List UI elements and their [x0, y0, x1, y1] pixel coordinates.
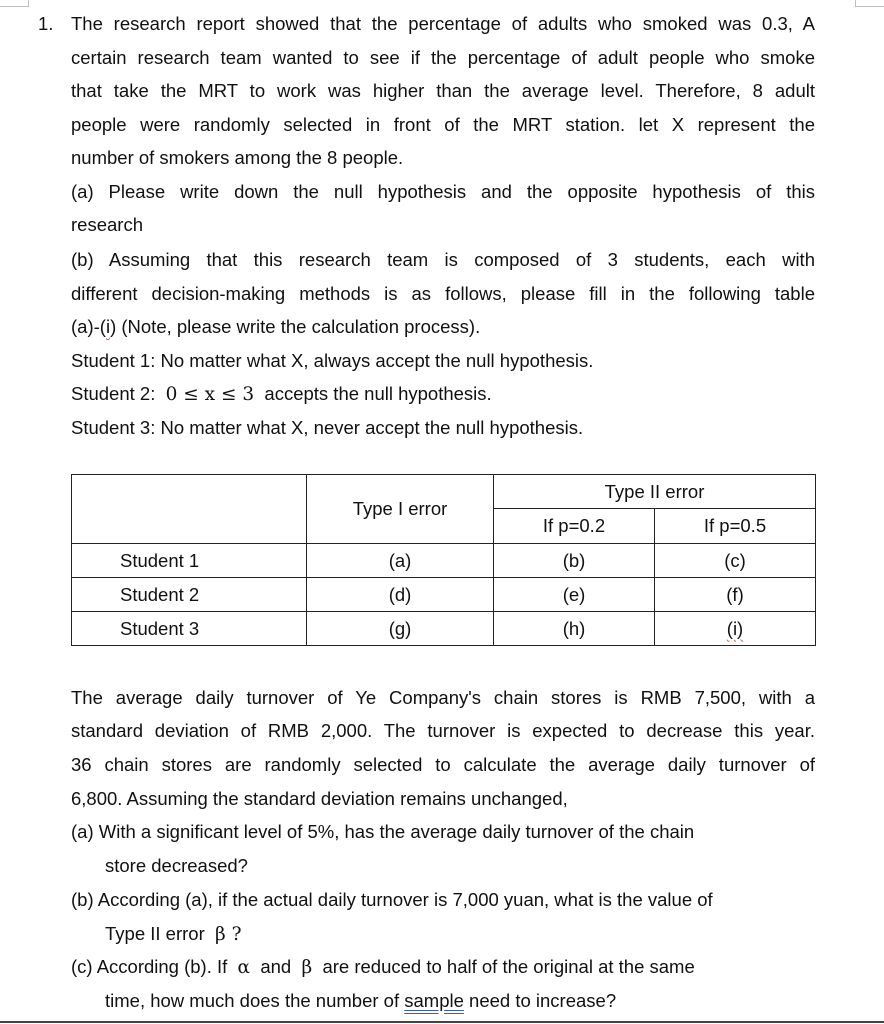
q2-intro-line-2: standard deviation of RMB 2,000. The turnover is expected to decrease this year. — [71, 720, 815, 741]
student-2-rule — [71, 377, 492, 411]
table-header-row-1 — [72, 475, 816, 509]
cell-type1: (d) — [307, 578, 494, 612]
cell-i-text: (i) — [726, 617, 744, 639]
cell-type2-p02: (b) — [494, 544, 655, 578]
q1-part-b-line-3 — [71, 310, 480, 344]
student-2-inequality: 0 ≤ x ≤ 3 — [165, 384, 255, 405]
q1-part-b-ref-post: ) (Note, please write the calculation process). — [110, 316, 481, 337]
q2-intro-line-3: 36 chain stores are randomly selected to calculate the average daily turnover of — [71, 754, 815, 775]
cell-type2-p05: (c) — [655, 544, 816, 578]
student-2-label: Student 2: — [71, 383, 156, 404]
q1-intro-line-5: number of smokers among the 8 people. — [71, 147, 404, 168]
q1-part-a-line-1: (a) Please write down the null hypothesis and the opposite hypothesis of this — [71, 181, 815, 202]
page-corner-mark-right — [855, 0, 884, 7]
q2-intro-line-1: The average daily turnover of Ye Company's chain stores is RMB 7,500, with a — [71, 687, 815, 708]
q2-part-c-pre: (c) According (b). If — [71, 956, 228, 977]
q2-part-c2-post: need to increase? — [469, 990, 617, 1011]
q1-intro-line-2: certain research team wanted to see if the percentage of adult people who smoke — [71, 47, 815, 68]
student-3-rule: Student 3: No matter what X, never accept the null hypothesis. — [71, 417, 584, 438]
cell-type2-p05: (f) — [655, 578, 816, 612]
beta-symbol: β — [301, 957, 313, 978]
q2-part-c-and: and — [260, 956, 292, 977]
type1-header: Type I error — [307, 475, 494, 544]
q2-part-c-line-2 — [105, 984, 616, 1018]
q1-intro-line-3: that take the MRT to work was higher than the average level. Therefore, 8 adult — [71, 80, 815, 101]
q2-part-b-line-1: (b) According (a), if the actual daily turnover is 7,000 yuan, what is the value of — [71, 889, 713, 910]
page-bottom-rule — [0, 1021, 884, 1023]
q1-part-a-line-2: research — [71, 214, 143, 235]
q1-part-b-ref-i: i — [105, 316, 111, 337]
error-table — [71, 474, 816, 646]
cell-type2-p02: (h) — [494, 612, 655, 646]
q1-part-b-line-2: different decision-making methods is as follows, please fill in the following table — [71, 283, 815, 304]
row-student-label: Student 3 — [72, 612, 307, 646]
p-header-0.2: If p=0.2 — [494, 509, 655, 544]
q2-part-a-line-1: (a) With a significant level of 5%, has the average daily turnover of the chain — [71, 821, 695, 842]
q1-part-b-line-1: (b) Assuming that this research team is composed of 3 students, each with — [71, 249, 815, 270]
table-row — [72, 578, 816, 612]
p-header-0.5: If p=0.5 — [655, 509, 816, 544]
row-student-label: Student 1 — [72, 544, 307, 578]
question-number: 1. — [38, 13, 54, 34]
cell-type2-p05 — [655, 612, 816, 646]
table-row — [72, 544, 816, 578]
student-2-tail: accepts the null hypothesis. — [264, 383, 492, 404]
q2-part-c-post: are reduced to half of the original at the same — [322, 956, 695, 977]
q2-part-b-beta: β ? — [215, 924, 242, 945]
cell-type1: (g) — [307, 612, 494, 646]
q2-part-b-line-2 — [105, 917, 242, 951]
q1-intro-line-1: The research report showed that the percentage of adults who smoked was 0.3, A — [71, 13, 815, 34]
q2-part-c-line-1 — [71, 950, 695, 984]
q2-part-c2-pre: time, how much does the number of — [105, 990, 400, 1011]
student-1-rule: Student 1: No matter what X, always accept the null hypothesis. — [71, 350, 594, 371]
q1-part-b-ref-pre: (a)-( — [71, 316, 106, 337]
q2-part-b-type2: Type II error — [105, 923, 205, 944]
q2-intro-line-4: 6,800. Assuming the standard deviation remains unchanged, — [71, 788, 568, 809]
alpha-symbol: α — [237, 957, 251, 978]
q2-part-c2-sample: sample — [404, 990, 464, 1011]
table-corner-cell — [72, 475, 307, 544]
type2-header: Type II error — [494, 475, 816, 509]
row-student-label: Student 2 — [72, 578, 307, 612]
cell-type2-p02: (e) — [494, 578, 655, 612]
q1-intro-line-4: people were randomly selected in front of the MRT station. let X represent the — [71, 114, 815, 135]
q2-part-a-line-2: store decreased? — [105, 855, 248, 876]
cell-type1: (a) — [307, 544, 494, 578]
table-row — [72, 612, 816, 646]
page-corner-mark-left — [0, 0, 29, 7]
